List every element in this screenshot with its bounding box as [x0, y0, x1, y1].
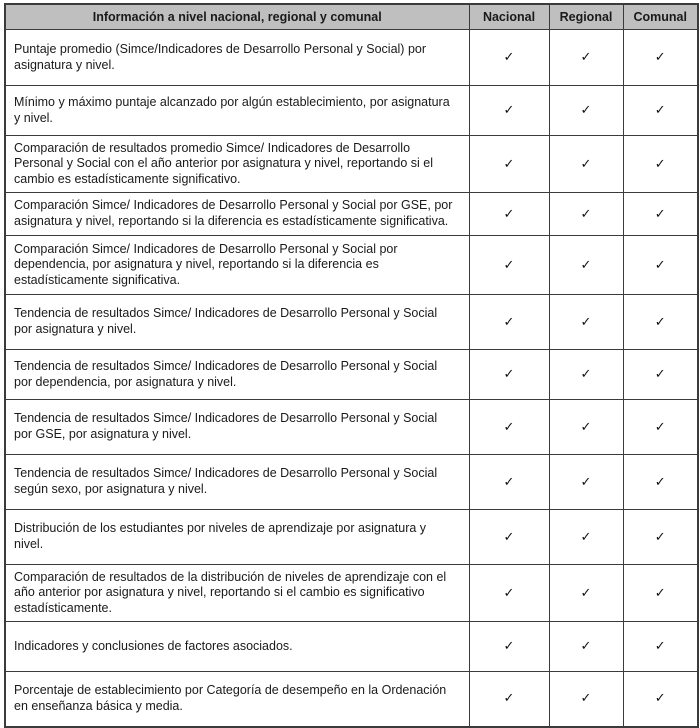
table-row — [5, 350, 698, 400]
row-description: Comparación Simce/ Indicadores de Desarrollo Personal y Social por dependencia, por asignatura y nivel, reportando si la diferencia es estadísticamente significativa. — [5, 236, 469, 295]
table-row — [5, 30, 698, 86]
info-levels-table — [4, 3, 699, 728]
row-description: Puntaje promedio (Simce/Indicadores de Desarrollo Personal y Social) por asignatura y nivel. — [5, 30, 469, 86]
check-mark-nacional: ✓ — [469, 136, 549, 193]
check-mark-regional: ✓ — [549, 136, 623, 193]
check-mark-comunal: ✓ — [623, 350, 698, 400]
check-mark-comunal: ✓ — [623, 565, 698, 622]
table-row — [5, 622, 698, 672]
check-mark-comunal: ✓ — [623, 672, 698, 727]
table-row — [5, 400, 698, 455]
row-description: Porcentaje de establecimiento por Categoría de desempeño en la Ordenación en enseñanza básica y media. — [5, 672, 469, 727]
check-mark-comunal: ✓ — [623, 622, 698, 672]
check-mark-regional: ✓ — [549, 236, 623, 295]
check-mark-regional: ✓ — [549, 193, 623, 236]
check-mark-nacional: ✓ — [469, 350, 549, 400]
row-description: Mínimo y máximo puntaje alcanzado por algún establecimiento, por asignatura y nivel. — [5, 86, 469, 136]
check-mark-nacional: ✓ — [469, 672, 549, 727]
check-mark-comunal: ✓ — [623, 86, 698, 136]
table-body — [5, 30, 698, 727]
header-col-comunal: Comunal — [623, 4, 698, 30]
check-mark-regional: ✓ — [549, 86, 623, 136]
check-mark-nacional: ✓ — [469, 236, 549, 295]
check-mark-comunal: ✓ — [623, 236, 698, 295]
table-row — [5, 295, 698, 350]
check-mark-comunal: ✓ — [623, 30, 698, 86]
check-mark-regional: ✓ — [549, 295, 623, 350]
check-mark-regional: ✓ — [549, 510, 623, 565]
check-mark-regional: ✓ — [549, 672, 623, 727]
table-header — [5, 4, 698, 30]
check-mark-comunal: ✓ — [623, 510, 698, 565]
check-mark-regional: ✓ — [549, 622, 623, 672]
check-mark-comunal: ✓ — [623, 455, 698, 510]
check-mark-comunal: ✓ — [623, 400, 698, 455]
table-row — [5, 510, 698, 565]
check-mark-regional: ✓ — [549, 350, 623, 400]
check-mark-nacional: ✓ — [469, 193, 549, 236]
check-mark-regional: ✓ — [549, 565, 623, 622]
row-description: Tendencia de resultados Simce/ Indicadores de Desarrollo Personal y Social por asignatura y nivel. — [5, 295, 469, 350]
row-description: Comparación Simce/ Indicadores de Desarrollo Personal y Social por GSE, por asignatura y nivel, reportando si la diferencia es estadísticamente significativa. — [5, 193, 469, 236]
table-row — [5, 193, 698, 236]
check-mark-nacional: ✓ — [469, 400, 549, 455]
row-description: Tendencia de resultados Simce/ Indicadores de Desarrollo Personal y Social según sexo, por asignatura y nivel. — [5, 455, 469, 510]
header-col-regional: Regional — [549, 4, 623, 30]
row-description: Comparación de resultados de la distribución de niveles de aprendizaje con el año anterior por asignatura y nivel, reportando si el cambio es significativo estadísticamente. — [5, 565, 469, 622]
check-mark-nacional: ✓ — [469, 295, 549, 350]
table-row — [5, 236, 698, 295]
row-description: Tendencia de resultados Simce/ Indicadores de Desarrollo Personal y Social por dependencia, por asignatura y nivel. — [5, 350, 469, 400]
check-mark-comunal: ✓ — [623, 295, 698, 350]
check-mark-nacional: ✓ — [469, 510, 549, 565]
table-row — [5, 455, 698, 510]
check-mark-regional: ✓ — [549, 400, 623, 455]
check-mark-nacional: ✓ — [469, 565, 549, 622]
check-mark-regional: ✓ — [549, 30, 623, 86]
check-mark-comunal: ✓ — [623, 193, 698, 236]
table-row — [5, 136, 698, 193]
row-description: Distribución de los estudiantes por niveles de aprendizaje por asignatura y nivel. — [5, 510, 469, 565]
check-mark-nacional: ✓ — [469, 86, 549, 136]
row-description: Tendencia de resultados Simce/ Indicadores de Desarrollo Personal y Social por GSE, por asignatura y nivel. — [5, 400, 469, 455]
check-mark-regional: ✓ — [549, 455, 623, 510]
header-row — [5, 4, 698, 30]
row-description: Comparación de resultados promedio Simce/ Indicadores de Desarrollo Personal y Social con el año anterior por asignatura y nivel, reportando si el cambio es estadísticamente significativo. — [5, 136, 469, 193]
header-col-nacional: Nacional — [469, 4, 549, 30]
table-row — [5, 672, 698, 727]
row-description: Indicadores y conclusiones de factores asociados. — [5, 622, 469, 672]
check-mark-nacional: ✓ — [469, 622, 549, 672]
table-row — [5, 86, 698, 136]
table-row — [5, 565, 698, 622]
check-mark-comunal: ✓ — [623, 136, 698, 193]
check-mark-nacional: ✓ — [469, 455, 549, 510]
header-info-label: Información a nivel nacional, regional y comunal — [5, 4, 469, 30]
check-mark-nacional: ✓ — [469, 30, 549, 86]
